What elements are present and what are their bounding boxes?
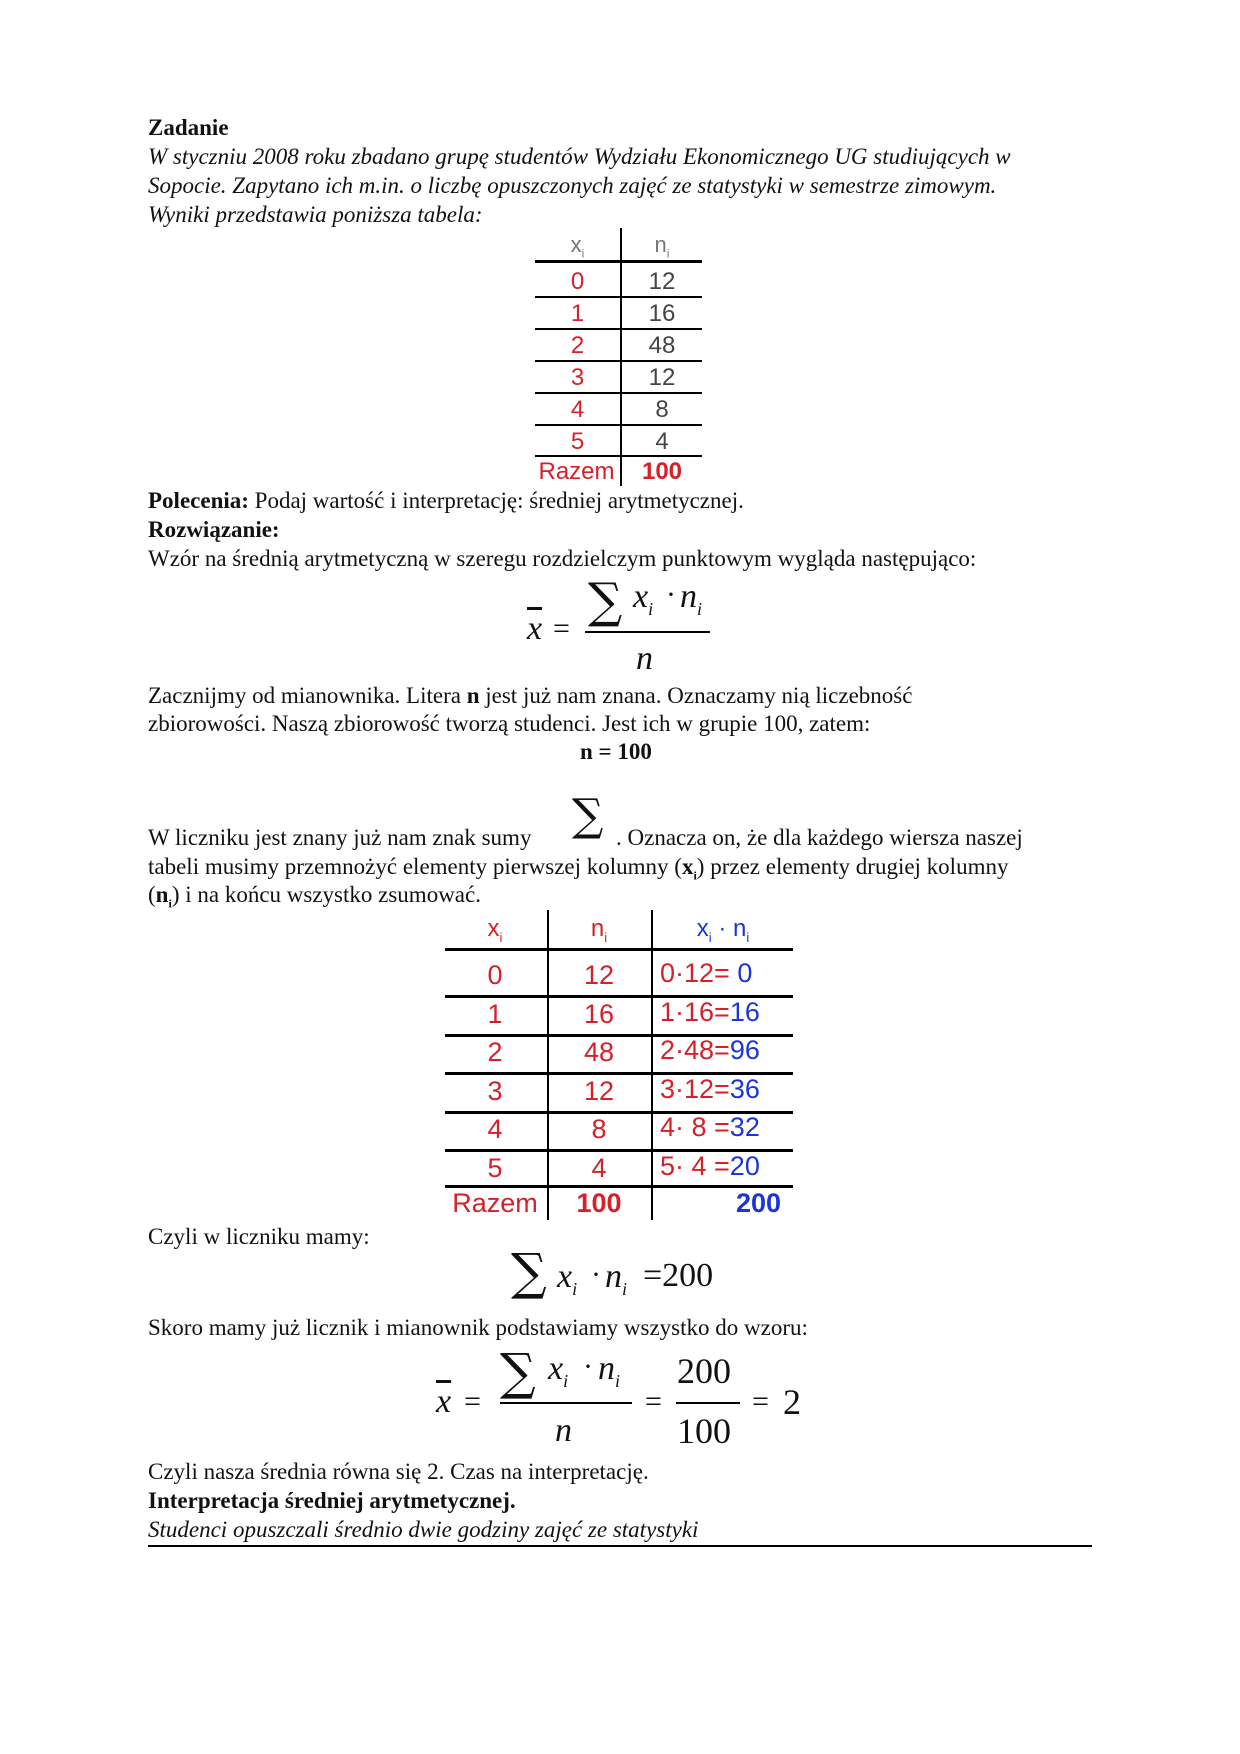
intro-line-1: W styczniu 2008 roku zbadano grupę studentów Wydziału Ekonomicznego UG studiujących w <box>148 144 1011 169</box>
ni: $n_i$ <box>605 1258 628 1299</box>
table1-total-n: 100 <box>641 458 683 485</box>
skoro-line: Skoro mamy już licznik i mianownik podstawiamy wszystko do wzoru: <box>148 1315 808 1340</box>
table1-row-rule <box>535 424 702 426</box>
table1-x: 4 <box>570 396 585 423</box>
numerator-value: 200 <box>677 1351 731 1391</box>
licznik-line-2: tabeli musimy przemnożyć elementy pierwszej kolumny $(x_i)$ przez elementy drugiej kolumny <box>148 854 1009 883</box>
rozwiazanie-heading: Rozwiązanie: <box>148 517 280 542</box>
sum-symbol-inline: ∑ <box>572 790 604 841</box>
n-denominator: n <box>555 1412 572 1449</box>
equals: = <box>464 1385 481 1418</box>
sum-symbol: ∑ <box>511 1243 547 1301</box>
sum-value: =200 <box>643 1257 714 1294</box>
equals: = <box>553 612 570 645</box>
licznik-line-1a: W liczniku jest znany już nam znak sumy <box>148 825 532 850</box>
table1-row-rule <box>535 360 702 362</box>
final-result: 2 <box>783 1382 801 1422</box>
dot: · <box>591 1258 601 1291</box>
ni: $n_i$ <box>680 578 703 619</box>
xi: $x_i$ <box>557 1258 578 1299</box>
fraction-bar <box>500 1402 632 1404</box>
table1-n: 16 <box>648 300 676 327</box>
table2-x: 4 <box>487 1114 503 1144</box>
table2-product: 4· 8 =32 <box>660 1112 760 1142</box>
heading: Zadanie <box>148 115 229 140</box>
table2-x: 0 <box>487 960 503 990</box>
dot: · <box>666 578 676 611</box>
table1-x: 2 <box>570 332 585 359</box>
dot: · <box>583 1350 593 1383</box>
table1-x: 1 <box>570 300 585 327</box>
table2-n: 16 <box>583 999 615 1029</box>
table1-x: 3 <box>570 364 585 391</box>
table1-header-rule <box>535 260 702 263</box>
table2-product: 1·16=16 <box>660 997 760 1027</box>
table2-header-n: $n_i$ <box>590 915 608 945</box>
table1-header-n: $n_i$ <box>654 232 670 261</box>
table2-product: 2·48=96 <box>660 1035 760 1065</box>
table2-product: 5· 4 =20 <box>660 1151 760 1181</box>
table2-x: 2 <box>487 1037 503 1067</box>
denominator-value: 100 <box>677 1411 731 1451</box>
table1-row-rule <box>535 296 702 298</box>
xbar: $\overline{x}$ <box>436 1383 452 1420</box>
table2-n: 12 <box>583 960 615 990</box>
table2-total-n: 100 <box>576 1188 622 1218</box>
xbar: $\overline{x}$ <box>527 610 543 647</box>
table2-product: 3·12=36 <box>660 1074 760 1104</box>
table1-n: 4 <box>655 428 669 455</box>
mianownik-line-2: zbiorowości. Naszą zbiorowość tworzą studenci. Jest ich w grupie 100, zatem: <box>148 711 871 736</box>
table1-row-rule <box>535 328 702 330</box>
table2-header-xn: $x_i \cdot n_i$ <box>696 915 750 945</box>
table1-n: 8 <box>655 396 669 423</box>
fraction-bar-2 <box>676 1402 740 1404</box>
czyli-licznik: Czyli w liczniku mamy: <box>148 1224 370 1249</box>
bottom-rule <box>148 1545 1092 1547</box>
table2-n: 8 <box>591 1114 607 1144</box>
ni: $n_i$ <box>598 1350 621 1391</box>
table2-x: 3 <box>487 1076 503 1106</box>
xi: $x_i$ <box>548 1350 569 1391</box>
intro-line-3: Wyniki przedstawia poniższa tabela: <box>148 202 483 227</box>
table2-header-rule <box>445 948 793 951</box>
n-denominator: n <box>636 640 653 677</box>
table1-n: 48 <box>648 332 676 359</box>
mianownik-line-1: Zacznijmy od mianownika. Litera n jest już nam znana. Oznaczamy nią liczebność <box>148 683 913 708</box>
fraction-bar <box>585 631 710 633</box>
licznik-line-1b: . Oznacza on, że dla każdego wiersza naszej <box>616 825 1023 850</box>
table1-row-rule <box>535 392 702 394</box>
table1-n: 12 <box>648 364 676 391</box>
table2-n: 12 <box>583 1076 615 1106</box>
intro-line-2: Sopocie. Zapytano ich m.in. o liczbę opuszczonych zajęć ze statystyki w semestrze zimowym. <box>148 173 997 198</box>
interpretation-heading: Interpretacja średniej arytmetycznej. <box>148 1488 516 1513</box>
table2-total-product: 200 <box>735 1188 781 1218</box>
table2-product: 0·12= 0 <box>660 958 753 988</box>
polecenia: Polecenia: Podaj wartość i interpretację: średniej arytmetycznej. <box>148 488 744 513</box>
licznik-line-3: $(n_i)$ i na końcu wszystko zsumować. <box>148 882 481 911</box>
table2-x: 1 <box>487 999 503 1029</box>
table2-divider-2 <box>651 910 653 1220</box>
sum-symbol: ∑ <box>588 573 623 629</box>
xi: $x_i$ <box>633 578 654 619</box>
table1-header-x: $x_i$ <box>570 232 585 261</box>
table2-x: 5 <box>487 1153 503 1183</box>
table2-n: 48 <box>583 1037 615 1067</box>
conclusion: Czyli nasza średnia równa się 2. Czas na interpretację. <box>148 1459 649 1484</box>
equals: = <box>645 1385 662 1418</box>
table1-x: 5 <box>570 428 585 455</box>
table1-total-label: Razem <box>538 458 615 485</box>
table1-n: 12 <box>648 268 676 295</box>
equals: = <box>752 1385 769 1418</box>
table1-x: 0 <box>570 268 585 295</box>
table2-header-x: $x_i$ <box>487 915 503 945</box>
formula-intro: Wzór na średnią arytmetyczną w szeregu rozdzielczym punktowym wygląda następująco: <box>148 546 977 571</box>
table2-n: 4 <box>591 1153 607 1183</box>
sum-symbol: ∑ <box>500 1343 536 1401</box>
table2-total-label: Razem <box>452 1188 538 1218</box>
n-result: n = 100 <box>580 739 652 764</box>
interpretation-text: Studenci opuszczali średnio dwie godziny zajęć ze statystyki <box>148 1517 699 1542</box>
